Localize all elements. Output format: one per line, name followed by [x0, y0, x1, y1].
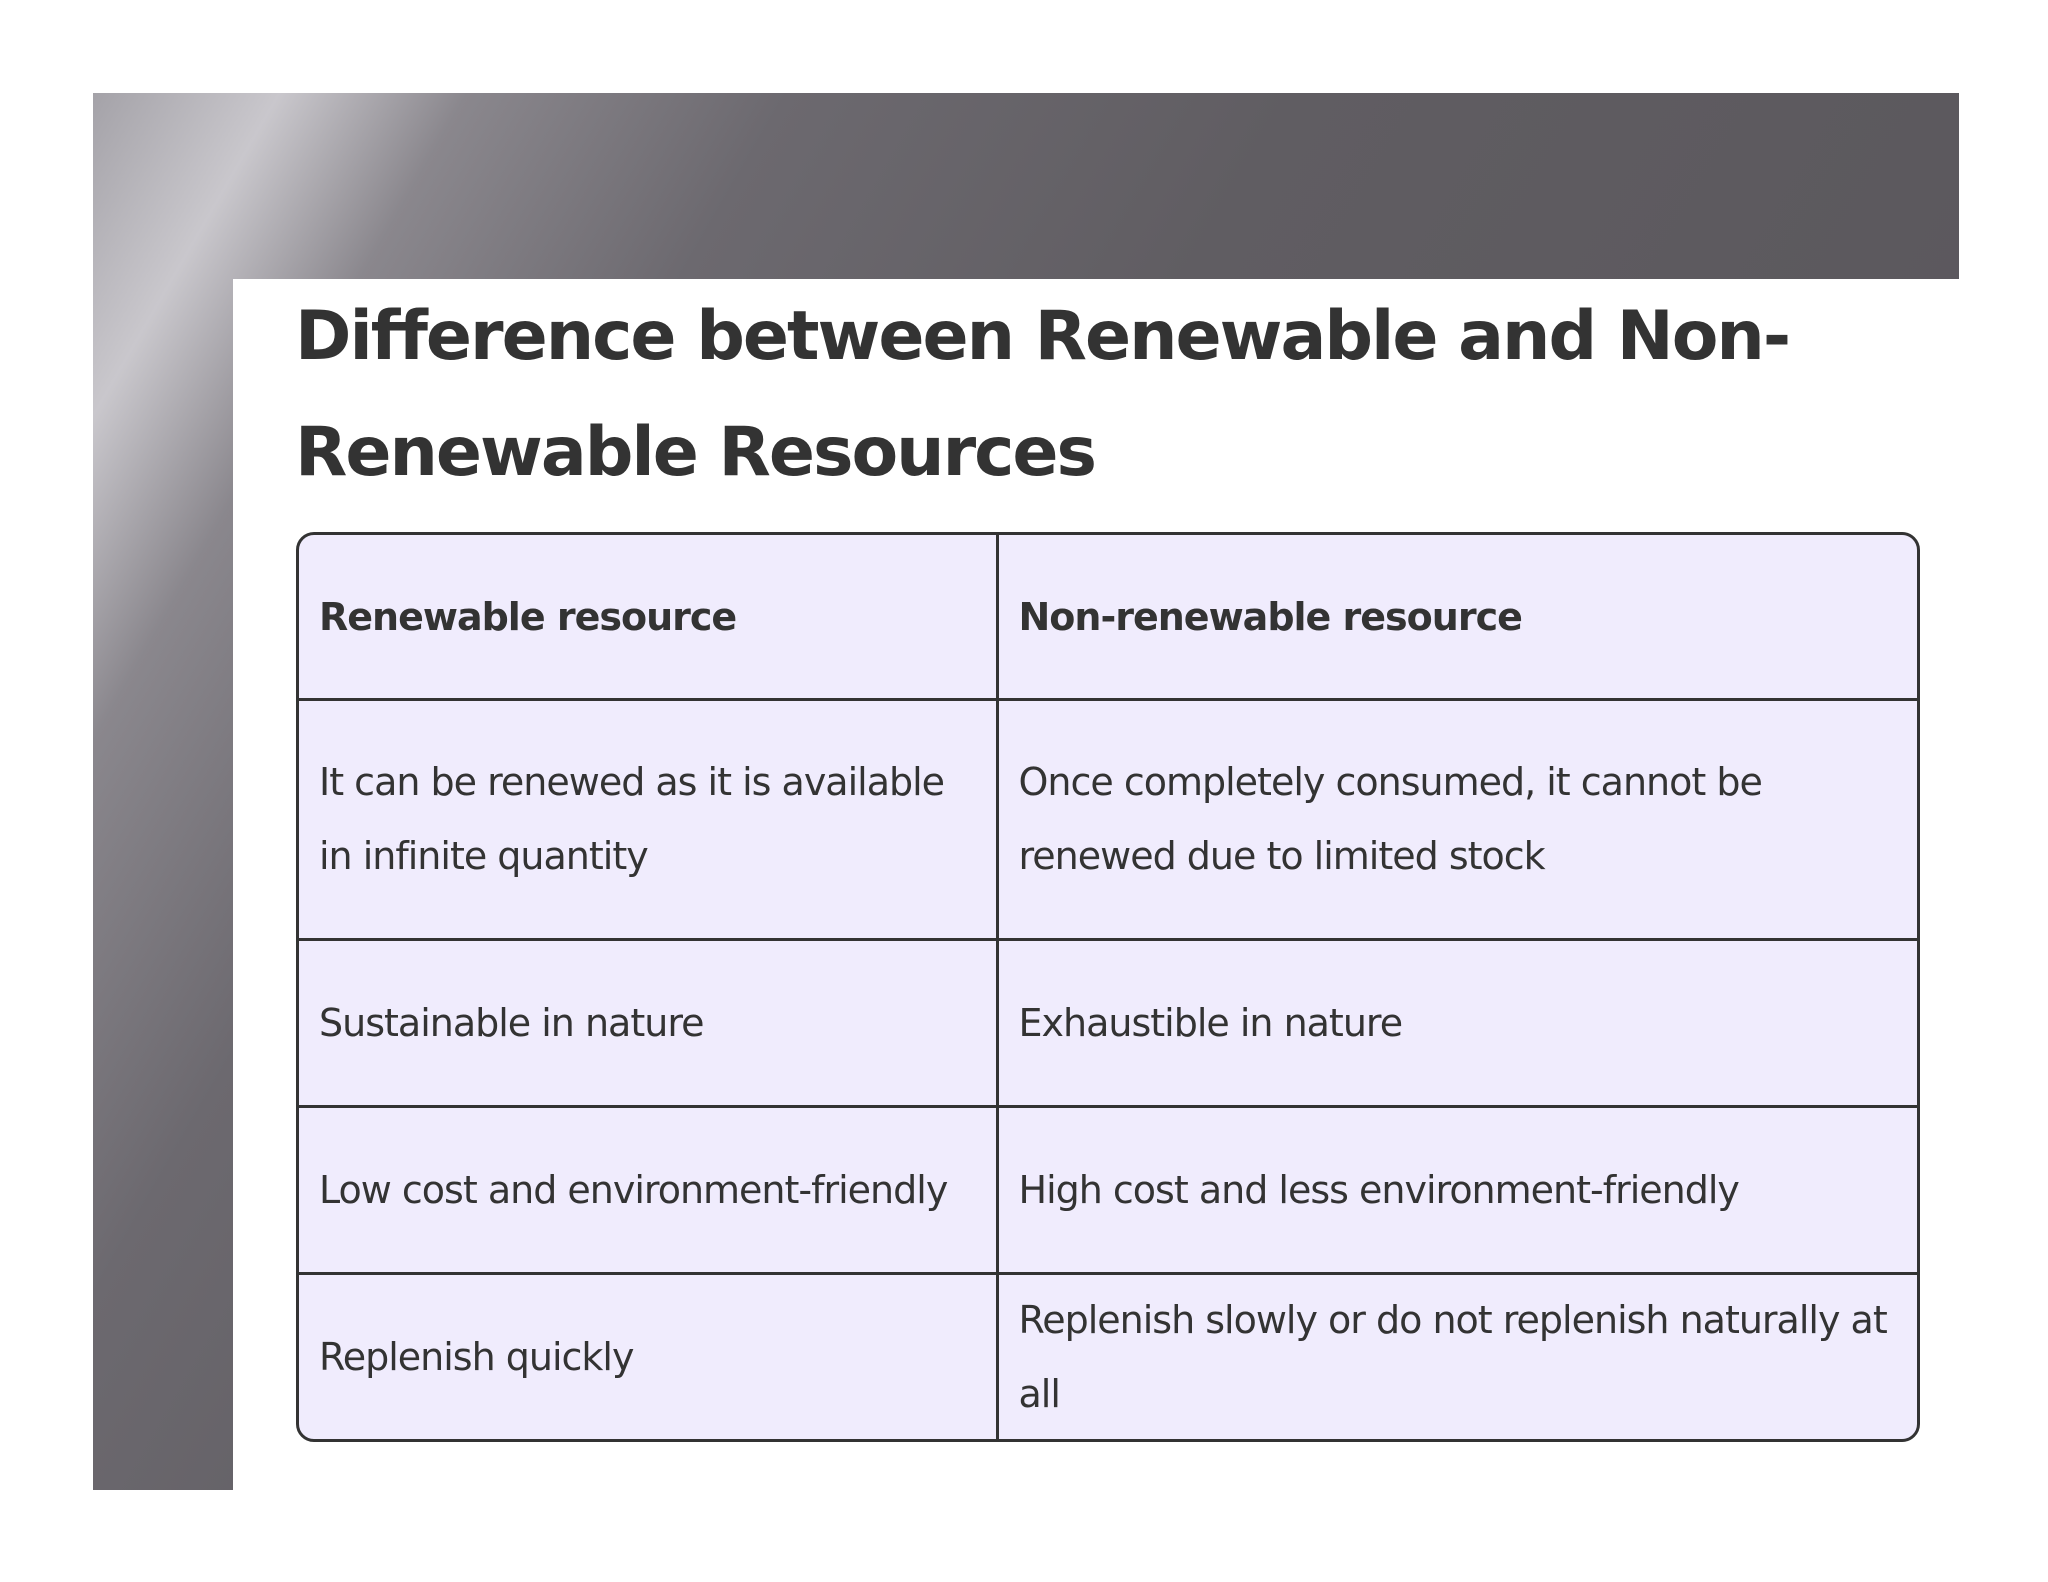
table-cell: Sustainable in nature [299, 939, 997, 1106]
slide-content [233, 279, 1961, 1509]
slide-frame [93, 93, 1959, 1490]
table-cell: Once completely consumed, it cannot be renewed due to limited stock [997, 700, 1917, 940]
table-cell: High cost and less environment-friendly [997, 1106, 1917, 1273]
table-header-row [299, 535, 1917, 700]
table-row [299, 1106, 1917, 1273]
table-cell: It can be renewed as it is available in infinite quantity [299, 700, 997, 940]
page-title: Difference between Renewable and Non-Renewable Resources [295, 297, 1790, 492]
header-non-renewable: Non-renewable resource [997, 535, 1917, 700]
comparison-table [296, 532, 1920, 1442]
table-row [299, 1273, 1917, 1439]
table-cell: Replenish slowly or do not replenish naturally at all [1018, 1297, 1887, 1416]
table-cell: Exhaustible in nature [997, 939, 1917, 1106]
table [299, 535, 1917, 1439]
table-cell: Low cost and environment-friendly [299, 1106, 997, 1273]
table-row [299, 700, 1917, 940]
header-renewable: Renewable resource [299, 535, 997, 700]
table-row [299, 939, 1917, 1106]
table-cell: Replenish quickly [299, 1273, 997, 1439]
